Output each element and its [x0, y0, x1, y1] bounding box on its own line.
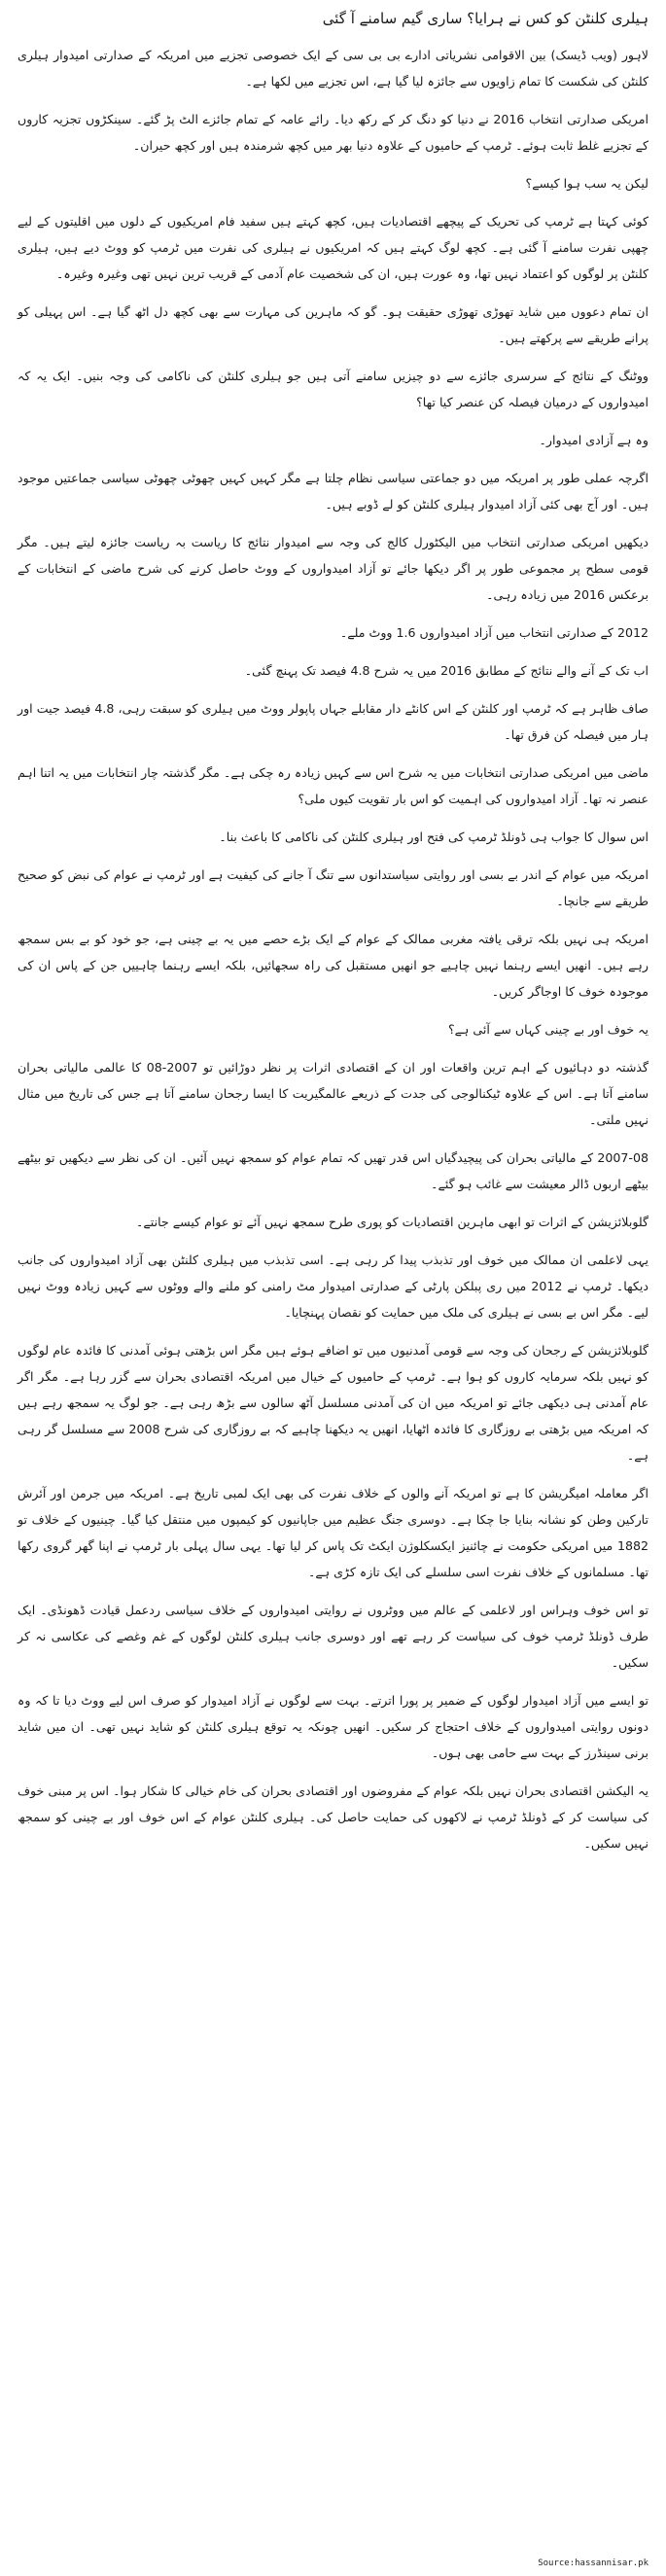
paragraph: اگرچہ عملی طور پر امریکہ میں دو جماعتی سیاسی نظام چلتا ہے مگر کہیں کہیں چھوٹی چھوٹی سیاسی جماعتیں موجود ہیں۔ اور آج بھی کئی آزاد امیدوار ہیلری کلنٹن کو لے ڈوبے ہیں۔ — [18, 471, 648, 512]
paragraph: صاف ظاہر ہے کہ ٹرمپ اور کلنٹن کے اس کانٹے دار مقابلے جہاں پاپولر ووٹ میں ہیلری کو سبقت رہی، 4.8 فیصد جیت اور ہار میں فیصلہ کن فرق تھا۔ — [18, 701, 648, 742]
paragraph: کوئی کہتا ہے ٹرمپ کی تحریک کے پیچھے اقتصادیات ہیں، کچھ کہتے ہیں سفید فام امریکیوں کے دلوں میں اقلیتوں کے لیے چھپی نفرت سامنے آ گئی ہے۔ کچھ لوگ کہتے ہیں کہ امریکیوں نے ہیلری کی نفرت میں ٹرمپ کو ووٹ دیے ہیں، ہیلری کلنٹن پر لوگوں کو اعتماد نہیں تھا، وہ عورت ہیں، ان کی شخصیت عام آدمی کے قریب ترین نہیں تھی وغیرہ وغیرہ۔ — [18, 214, 648, 281]
paragraph: اس سوال کا جواب ہی ڈونلڈ ٹرمپ کی فتح اور ہیلری کلنٹن کی ناکامی کا باعث بنا۔ — [219, 829, 648, 844]
paragraph: دیکھیں امریکی صدارتی انتخاب میں الیکٹورل کالج کی وجہ سے امیدوار نتائج کا ریاست بہ ریاست جائزہ لیتے ہیں۔ مگر قومی سطح پر مجموعی طور پر اگر دیکھا جائے تو آزاد امیدواروں کے ووٹ حاصل کرنے کی شرح ماضی کے انتخابات کے برعکس 2016 میں زیادہ رہی۔ — [18, 535, 648, 602]
paragraph: یہ خوف اور بے چینی کہاں سے آئی ہے؟ — [447, 1022, 648, 1037]
paragraph: 2012 کے صدارتی انتخاب میں آزاد امیدواروں 1.6 ووٹ ملے۔ — [339, 625, 648, 640]
paragraph: اگر معاملہ امیگریشن کا ہے تو امریکہ آنے والوں کے خلاف نفرت کی بھی ایک لمبی تاریخ ہے۔ امریکہ میں جرمن اور آئرش تارکین وطن کو نشانہ بنایا جا چکا ہے۔ دوسری جنگ عظیم میں جاپانیوں کو کیمپوں میں منتقل کیا گیا۔ چینیوں کے خلاف تو 1882 میں امریکی حکومت نے چائنیز ایکسکلوژن ایکٹ تک پاس کر لیا تھا۔ یہی سال پہلی بار ٹرمپ نے اپنا گھر گروی رکھا تھا۔ مسلمانوں کے خلاف نفرت اسی سلسلے کی ایک تازہ کڑی ہے۔ — [18, 1486, 648, 1579]
paragraph: تو ایسے میں آزاد امیدوار لوگوں کے ضمیر پر پورا اترتے۔ بہت سے لوگوں نے آزاد امیدوار کو صرف اس لیے ووٹ دیا تا کہ وہ دونوں روایتی امیدواروں کے خلاف احتجاج کر سکیں۔ انھیں چونکہ یہ توقع ہیلری کلنٹن کو شاید نہیں تھی۔ ان میں شاید برنی سینڈرز کے بہت سے حامی بھی ہوں۔ — [18, 1693, 648, 1760]
paragraph: یہ الیکشن اقتصادی بحران نہیں بلکہ عوام کے مفروضوں اور اقتصادی بحران کی خام خیالی کا شکار ہوا۔ اس پر مبنی خوف کی سیاست کر کے ڈونلڈ ٹرمپ نے لاکھوں کی حمایت حاصل کی۔ ہیلری کلنٹن عوام کے اس خوف اور بے چینی کو سمجھ نہیں سکیں۔ — [18, 1783, 648, 1851]
paragraph: ماضی میں امریکی صدارتی انتخابات میں یہ شرح اس سے کہیں زیادہ رہ چکی ہے۔ مگر گذشتہ چار انتخابات میں یہ اتنا اہم عنصر نہ تھا۔ آزاد امیدواروں کی اہمیت کو اس بار تقویت کیوں ملی؟ — [18, 765, 648, 806]
paragraph: یہی لاعلمی ان ممالک میں خوف اور تذبذب پیدا کر رہی ہے۔ اسی تذبذب میں ہیلری کلنٹن بھی آزاد امیدواروں کی جانب دیکھا۔ ٹرمپ نے 2012 میں ری پبلکن پارٹی کے صدارتی امیدوار مٹ رامنی کو ملنے والے ووٹوں سے کہیں زیادہ ووٹ نہیں لیے۔ مگر اس بے بسی نے ہیلری کی ملک میں حمایت کو نقصان پہنچایا۔ — [18, 1253, 648, 1320]
paragraph: ان تمام دعووں میں شاید تھوڑی تھوڑی حقیقت ہو۔ گو کہ ماہرین کی مہارت سے بھی کچھ دل اٹھ گیا ہے۔ اس پہیلی کو پرانے طریقے سے پرکھتے ہیں۔ — [18, 304, 648, 345]
paragraph: امریکی صدارتی انتخاب 2016 نے دنیا کو دنگ کر کے رکھ دیا۔ رائے عامہ کے تمام جائزے الٹ پڑ گئے۔ سینکڑوں تجزیہ کاروں کے تجزیے غلط ثابت ہوئے۔ ٹرمپ کے حامیوں کے علاوہ دنیا بھر میں کچھ شرمندہ ہیں اور کچھ حیران۔ — [18, 112, 648, 153]
paragraph: گلوبلائزیشن کے رجحان کی وجہ سے قومی آمدنیوں میں تو اضافے ہوئے ہیں مگر اس بڑھتی ہوئی آمدنی کا فائدہ عام لوگوں کو نہیں بلکہ سرمایہ کاروں کو ہوا ہے۔ ٹرمپ کے حامیوں کے خیال میں امریکہ اقتصادی بحران سے گزر رہا ہے۔ مگر اگر عام آمدنی ہی دیکھی جائے تو امریکہ میں ان کی آمدنی مسلسل آٹھ سالوں سے بڑھ رہی ہے۔ جو لوگ یہ سمجھ رہے ہیں کہ امریکہ میں بڑھتی بے روزگاری کا فائدہ اٹھایا، انھیں یہ دیکھنا چاہیے کہ بے روزگاری کی شرح 2008 سے مسلسل گر رہی ہے۔ — [18, 1343, 648, 1463]
paragraph: 2007-08 کے مالیاتی بحران کی پیچیدگیاں اس قدر تھیں کہ تمام عوام کو سمجھ نہیں آئیں۔ ان کی نظر سے دیکھیں تو بیٹھے بیٹھے اربوں ڈالر معیشت سے غائب ہو گئے۔ — [18, 1150, 648, 1191]
paragraph: اب تک کے آنے والے نتائج کے مطابق 2016 میں یہ شرح 4.8 فیصد تک پہنچ گئی۔ — [244, 663, 648, 678]
paragraph: امریکہ ہی نہیں بلکہ ترقی یافتہ مغربی ممالک کے عوام کے ایک بڑے حصے میں یہ بے چینی ہے، جو خود کو بے بس سمجھ رہے ہیں۔ انھیں ایسے رہنما نہیں چاہیے جو انھیں مستقبل کی راہ سجھائیں، بلکہ ایسے رہنما چاہییں جن کے پاس ان کی موجودہ خوف کا اوجاگر کریں۔ — [18, 932, 648, 999]
paragraph: ووٹنگ کے نتائج کے سرسری جائزے سے دو چیزیں سامنے آتی ہیں جو ہیلری کلنٹن کی ناکامی کی وجہ بنیں۔ ایک یہ کہ امیدواروں کے درمیان فیصلہ کن عنصر کیا تھا؟ — [18, 369, 648, 409]
source-credit: Source:hassannisar.pk — [538, 2558, 648, 2568]
paragraph: لاہور (ویب ڈیسک) بین الاقوامی نشریاتی ادارے بی بی سی کے ایک خصوصی تجزیے میں امریکہ کے صدارتی امیدوار ہیلری کلنٹن کی شکست کا تمام زاویوں سے جائزہ لیا گیا ہے، اس تجزیے میں لکھا ہے۔ — [18, 48, 648, 88]
paragraph: گذشتہ دو دہائیوں کے اہم ترین واقعات اور ان کے اقتصادی اثرات پر نظر دوڑائیں تو 2007-08 کا عالمی مالیاتی بحران سامنے آتا ہے۔ اس کے علاوہ ٹیکنالوجی کی جدت کے ذریعے عالمگیریت کا ایسا رجحان سامنے آتا ہے جس کی تاریخ میں مثال نہیں ملتی۔ — [18, 1060, 649, 1127]
paragraph: لیکن یہ سب ہوا کیسے؟ — [525, 176, 648, 191]
paragraph: امریکہ میں عوام کے اندر بے بسی اور روایتی سیاستدانوں سے تنگ آ جانے کی کیفیت ہے اور ٹرمپ نے عوام کی نبض کو صحیح طریقے سے جانچا۔ — [18, 867, 648, 908]
article-title: ہیلری کلنٹن کو کس نے ہرایا؟ ساری گیم سامنے آ گئی — [322, 10, 648, 27]
paragraph: تو اس خوف وہراس اور لاعلمی کے عالم میں ووٹروں نے روایتی امیدواروں کے خلاف سیاسی ردعمل قیادت ڈھونڈی۔ ایک طرف ڈونلڈ ٹرمپ خوف کی سیاست کر رہے تھے اور دوسری جانب ہیلری کلنٹن لوگوں کے غم وغصے کی عکاسی نہ کر سکیں۔ — [18, 1603, 648, 1670]
paragraph: گلوبلائزیشن کے اثرات تو ابھی ماہرین اقتصادیات کو پوری طرح سمجھ نہیں آئے تو عوام کیسے جانتے۔ — [136, 1215, 648, 1229]
paragraph: وہ ہے آزادی امیدوار۔ — [539, 433, 648, 447]
